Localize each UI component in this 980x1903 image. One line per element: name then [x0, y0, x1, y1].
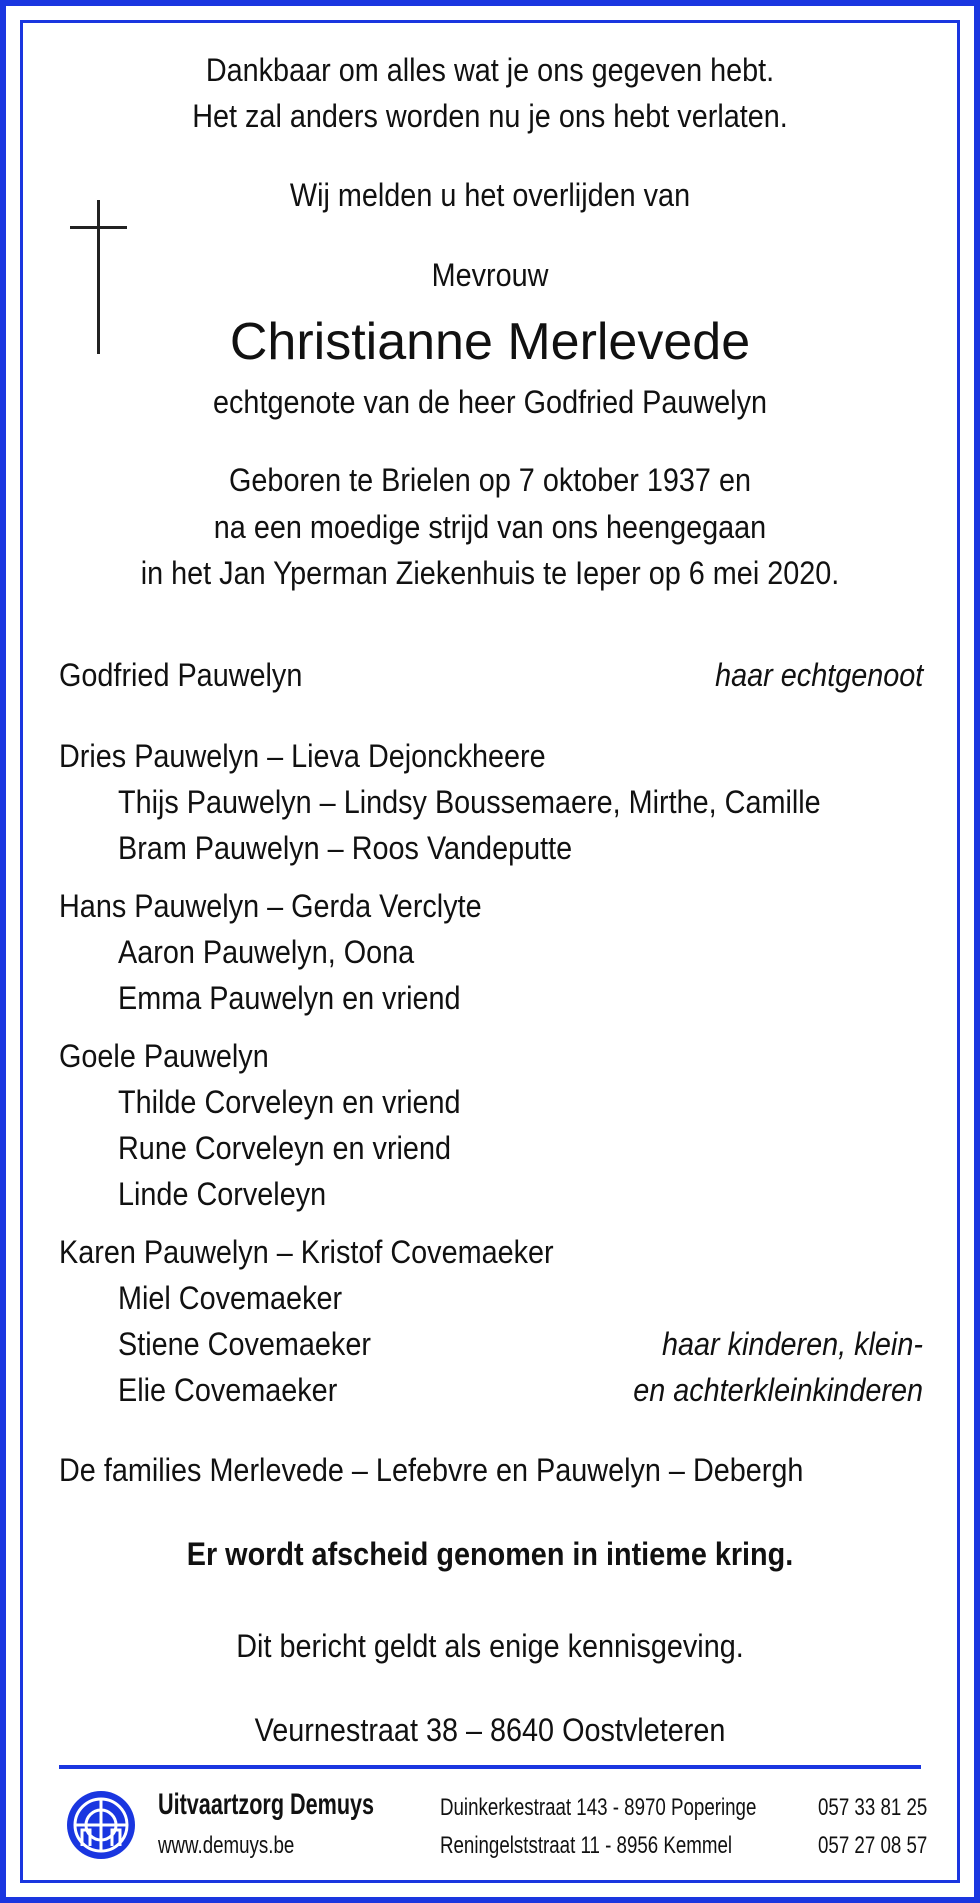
families-line: De families Merlevede – Lefebvre en Pauwelyn – Debergh	[59, 1452, 804, 1488]
title-mevrouw: Mevrouw	[431, 257, 549, 293]
family-head-1: Dries Pauwelyn – Lieva Dejonckheere	[59, 738, 546, 774]
address-line: Veurnestraat 38 – 8640 Oostvleteren	[254, 1712, 726, 1748]
footer-address-2: Reningelststraat 11 - 8956 Kemmel	[440, 1832, 733, 1859]
family-member-4-2: Stiene Covemaeker	[118, 1326, 371, 1362]
family-head-2: Hans Pauwelyn – Gerda Verclyte	[59, 888, 482, 924]
footer-phone-2: 057 27 08 57	[818, 1832, 928, 1859]
cross-horizontal-bar	[70, 226, 127, 229]
intro-line-1: Dankbaar om alles wat je ons gegeven hebt.	[205, 52, 775, 88]
farewell-line: Er wordt afscheid genomen in intieme kring.	[186, 1536, 794, 1572]
footer-company-name: Uitvaartzorg Demuys	[158, 1788, 375, 1821]
spouse-role: haar echtgenoot	[714, 657, 923, 693]
family-member-4-1: Miel Covemaeker	[118, 1280, 343, 1316]
announce-line: Wij melden u het overlijden van	[289, 177, 691, 213]
family-member-4-3: Elie Covemaeker	[118, 1372, 338, 1408]
demuys-logo-icon	[66, 1790, 136, 1860]
footer-phone-1: 057 33 81 25	[818, 1794, 928, 1821]
family-member-3-1: Thilde Corveleyn en vriend	[118, 1084, 461, 1120]
intro-line-2: Het zal anders worden nu je ons hebt verlaten.	[192, 98, 788, 134]
children-role-line-1: haar kinderen, klein-	[662, 1326, 923, 1362]
family-member-3-2: Rune Corveleyn en vriend	[118, 1130, 451, 1166]
birth-line-1: Geboren te Brielen op 7 oktober 1937 en	[229, 462, 751, 498]
family-member-1-2: Bram Pauwelyn – Roos Vandeputte	[118, 830, 573, 866]
children-role-line-2: en achterkleinkinderen	[633, 1372, 923, 1408]
deceased-name: Christianne Merlevede	[229, 313, 751, 371]
family-member-3-3: Linde Corveleyn	[118, 1176, 327, 1212]
family-member-2-2: Emma Pauwelyn en vriend	[118, 980, 461, 1016]
birth-line-3: in het Jan Yperman Ziekenhuis te Ieper op 6 mei 2020.	[140, 555, 840, 591]
footer-divider	[59, 1765, 921, 1769]
family-head-4: Karen Pauwelyn – Kristof Covemaeker	[59, 1234, 554, 1270]
notice-line: Dit bericht geldt als enige kennisgeving.	[236, 1628, 744, 1664]
spouse-line: echtgenote van de heer Godfried Pauwelyn	[213, 384, 767, 420]
family-head-3: Goele Pauwelyn	[59, 1038, 269, 1074]
footer-address-1: Duinkerkestraat 143 - 8970 Poperinge	[440, 1794, 757, 1821]
family-member-1-1: Thijs Pauwelyn – Lindsy Boussemaere, Mirthe, Camille	[118, 784, 821, 820]
birth-line-2: na een moedige strijd van ons heengegaan	[213, 509, 767, 545]
footer-website[interactable]: www.demuys.be	[158, 1832, 295, 1859]
spouse-name: Godfried Pauwelyn	[59, 657, 303, 693]
family-member-2-1: Aaron Pauwelyn, Oona	[118, 934, 415, 970]
